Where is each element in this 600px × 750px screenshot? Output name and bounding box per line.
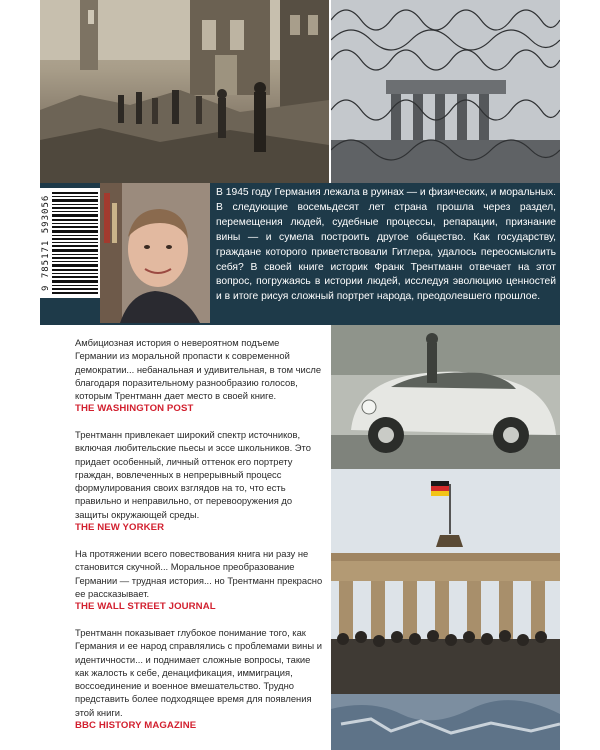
barbed-wire-gate-photo xyxy=(331,0,560,183)
beetle-car-photo xyxy=(331,325,560,469)
brandenburg-gate-photo xyxy=(331,469,560,750)
review-bbc-history xyxy=(75,626,323,731)
review-quote: Амбициозная история о невероятном подъеме Германии из моральной пропасти к современной демократии... небанальная и удивительная, в том числе благодаря поразительному разнообразию голосов, которым Трентманн дает место в своей книге. xyxy=(75,337,322,402)
author-portrait xyxy=(100,183,210,323)
review-quote: Трентманн привлекает широкий спектр источников, включая любительские пьесы и эссе школьников. Это придает особенный, личный оттенок его портрету граждан, вовлеченных в непрерывный процесс формулирования своих взглядов на то, что есть правильно и неправильно, от перевооружения до защиты окружающей среды. xyxy=(75,429,311,520)
book-blurb: В 1945 году Германия лежала в руинах — и физических, и моральных. В следующие восемьдесят лет страна прошла через раздел, перемещения людей, судебные процессы, репарации, признание вины — и сумела построить другое общество. Как государству, граждане которого приветствовали Гитлера, удалось переосмыслить себя? В своей книге историк Франк Трентманн отвечает на этот вопрос, погружаясь в истории людей, исследуя эволюцию ценностей и в итоге рисуя сложный портрет народа, преодолевшего прошлое. xyxy=(216,187,556,303)
review-quote: На протяжении всего повествования книга ни разу не становится скучной... Моральное преобразование Германии — трудная история... но Трентманн прекрасно ее рассказывает. xyxy=(75,548,323,599)
review-source: THE NEW YORKER xyxy=(75,522,165,534)
review-washington-post xyxy=(75,336,323,414)
review-source: BBC HISTORY MAGAZINE xyxy=(75,720,197,732)
ruins-photo xyxy=(40,0,329,183)
review-quote: Трентманн показывает глубокое понимание того, как Германия и ее народ справлялись с проблемами вины и идентичности... и поднимает сложные вопросы, такие как жалость к себе, денацификация, иммиграция, воссоединение и военное вмешательство. Трудно представить более подходящее время для появления этой книги. xyxy=(75,627,322,718)
book-back-cover xyxy=(40,0,560,750)
isbn-digits: 9 785171 593056 xyxy=(41,194,51,292)
review-wall-street-journal xyxy=(75,547,323,612)
isbn-barcode xyxy=(40,188,100,298)
review-source: THE WASHINGTON POST xyxy=(75,403,194,415)
review-source: THE WALL STREET JOURNAL xyxy=(75,601,216,613)
review-new-yorker xyxy=(75,428,323,533)
barcode-bars xyxy=(52,192,98,294)
